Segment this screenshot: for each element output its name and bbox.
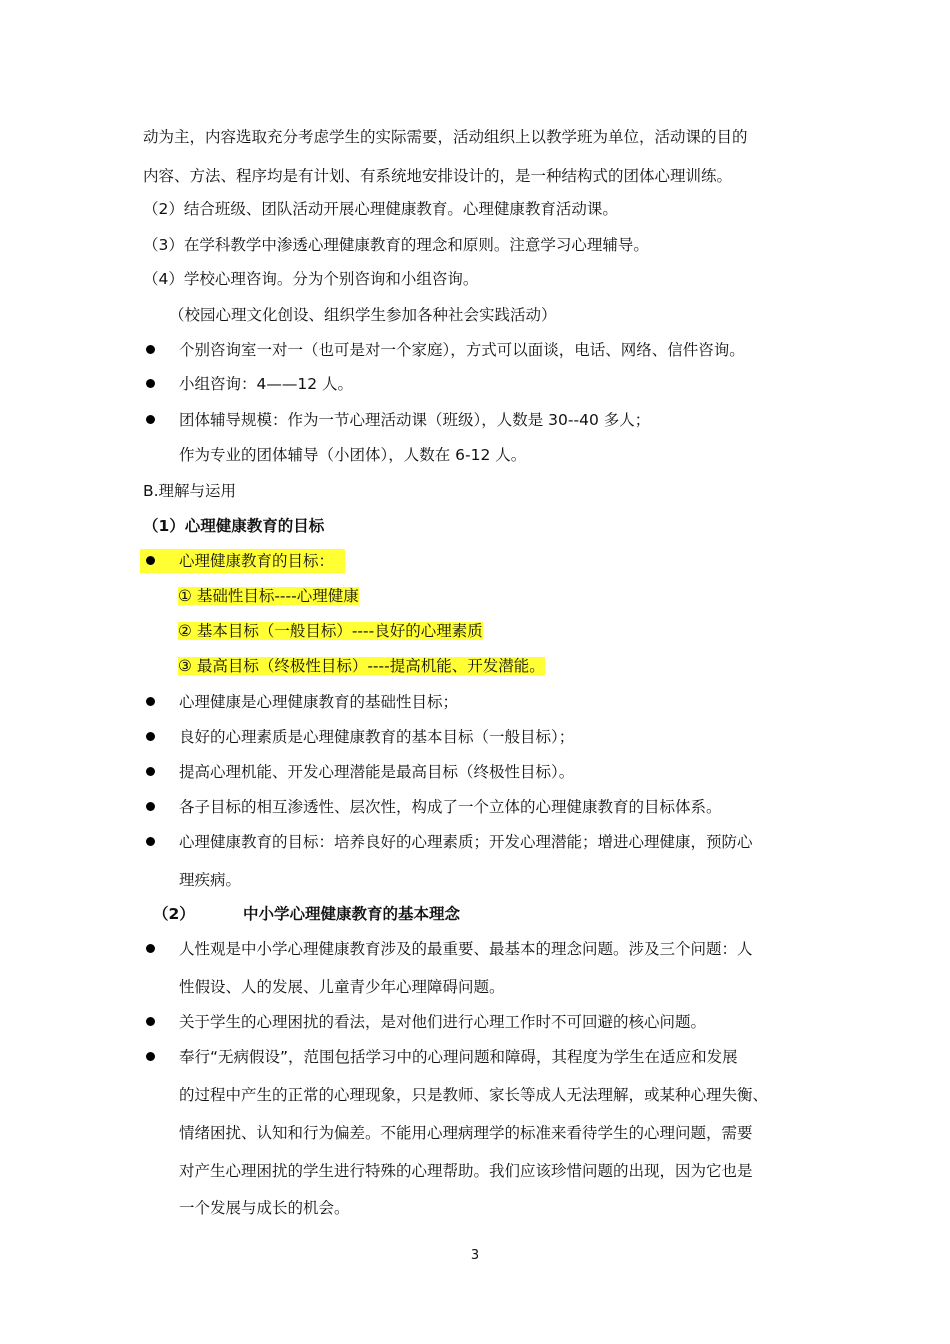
section-heading: （1）心理健康教育的目标	[143, 517, 325, 535]
bullet-dot	[146, 379, 155, 388]
bullet-dot	[146, 1052, 155, 1061]
bullet-dot	[146, 732, 155, 741]
paragraph-line: 内容、方法、程序均是有计划、有系统地安排设计的，是一种结构式的团体心理训练。	[143, 167, 733, 185]
bullet-dot	[146, 697, 155, 706]
paragraph-line: 动为主，内容选取充分考虑学生的实际需要，活动组织上以教学班为单位，活动课的目的	[143, 128, 748, 146]
bullet-continuation: 情绪困扰、认知和行为偏差。不能用心理病理学的标准来看待学生的心理问题，需要	[179, 1124, 753, 1142]
bullet-item: 心理健康教育的目标：培养良好的心理素质；开发心理潜能；增进心理健康，预防心	[179, 833, 753, 851]
bullet-item: 心理健康是心理健康教育的基础性目标；	[179, 693, 459, 711]
section-heading-number: （2）	[153, 905, 195, 923]
paragraph-line: （4）学校心理咨询。分为个别咨询和小组咨询。	[143, 270, 479, 288]
bullet-dot	[146, 802, 155, 811]
page-number: 3	[470, 1248, 480, 1263]
goal-item	[178, 585, 359, 607]
bullet-item: 心理健康教育的目标：	[179, 552, 335, 570]
bullet-dot	[146, 837, 155, 846]
goal-text: ① 基础性目标----心理健康	[178, 587, 359, 605]
section-label: B.理解与运用	[143, 482, 237, 500]
bullet-item: 关于学生的心理困扰的看法，是对他们进行心理工作时不可回避的核心问题。	[179, 1013, 707, 1031]
bullet-continuation: 理疾病。	[179, 871, 242, 889]
goal-item	[178, 655, 545, 677]
bullet-dot	[146, 944, 155, 953]
bullet-continuation: 作为专业的团体辅导（小团体），人数在 6-12 人。	[179, 446, 527, 464]
bullet-item: 奉行“无病假设”，范围包括学习中的心理问题和障碍，其程度为学生在适应和发展	[179, 1048, 738, 1066]
paragraph-line: （3）在学科教学中渗透心理健康教育的理念和原则。注意学习心理辅导。	[143, 236, 649, 254]
bullet-dot	[146, 767, 155, 776]
section-heading: 中小学心理健康教育的基本理念	[243, 905, 461, 923]
paragraph-line: （校园心理文化创设、组织学生参加各种社会实践活动）	[169, 306, 557, 324]
bullet-item: 小组咨询：4——12 人。	[179, 375, 354, 393]
bullet-item: 个别咨询室一对一（也可是对一个家庭），方式可以面谈，电话、网络、信件咨询。	[179, 341, 745, 359]
paragraph-line: （2）结合班级、团队活动开展心理健康教育。心理健康教育活动课。	[143, 200, 618, 218]
goal-text: ③ 最高目标（终极性目标）----提高机能、开发潜能。	[178, 657, 545, 675]
goal-item	[178, 620, 483, 642]
bullet-dot	[146, 1017, 155, 1026]
bullet-continuation: 一个发展与成长的机会。	[179, 1199, 350, 1217]
goal-text: ② 基本目标（一般目标）----良好的心理素质	[178, 622, 483, 640]
bullet-item: 提高心理机能、开发心理潜能是最高目标（终极性目标）。	[179, 763, 575, 781]
bullet-dot	[146, 345, 155, 354]
bullet-item: 各子目标的相互渗透性、层次性，构成了一个立体的心理健康教育的目标体系。	[179, 798, 722, 816]
bullet-continuation: 性假设、人的发展、儿童青少年心理障碍问题。	[179, 978, 505, 996]
bullet-item: 团体辅导规模：作为一节心理活动课（班级），人数是 30--40 多人；	[179, 411, 651, 429]
bullet-dot	[146, 415, 155, 424]
bullet-continuation: 的过程中产生的正常的心理现象，只是教师、家长等成人无法理解，或某种心理失衡、	[179, 1086, 769, 1104]
bullet-dot	[146, 556, 155, 565]
bullet-item: 良好的心理素质是心理健康教育的基本目标（一般目标）；	[179, 728, 575, 746]
bullet-item: 人性观是中小学心理健康教育涉及的最重要、最基本的理念问题。涉及三个问题：人	[179, 940, 753, 958]
bullet-continuation: 对产生心理困扰的学生进行特殊的心理帮助。我们应该珍惜问题的出现，因为它也是	[179, 1162, 753, 1180]
